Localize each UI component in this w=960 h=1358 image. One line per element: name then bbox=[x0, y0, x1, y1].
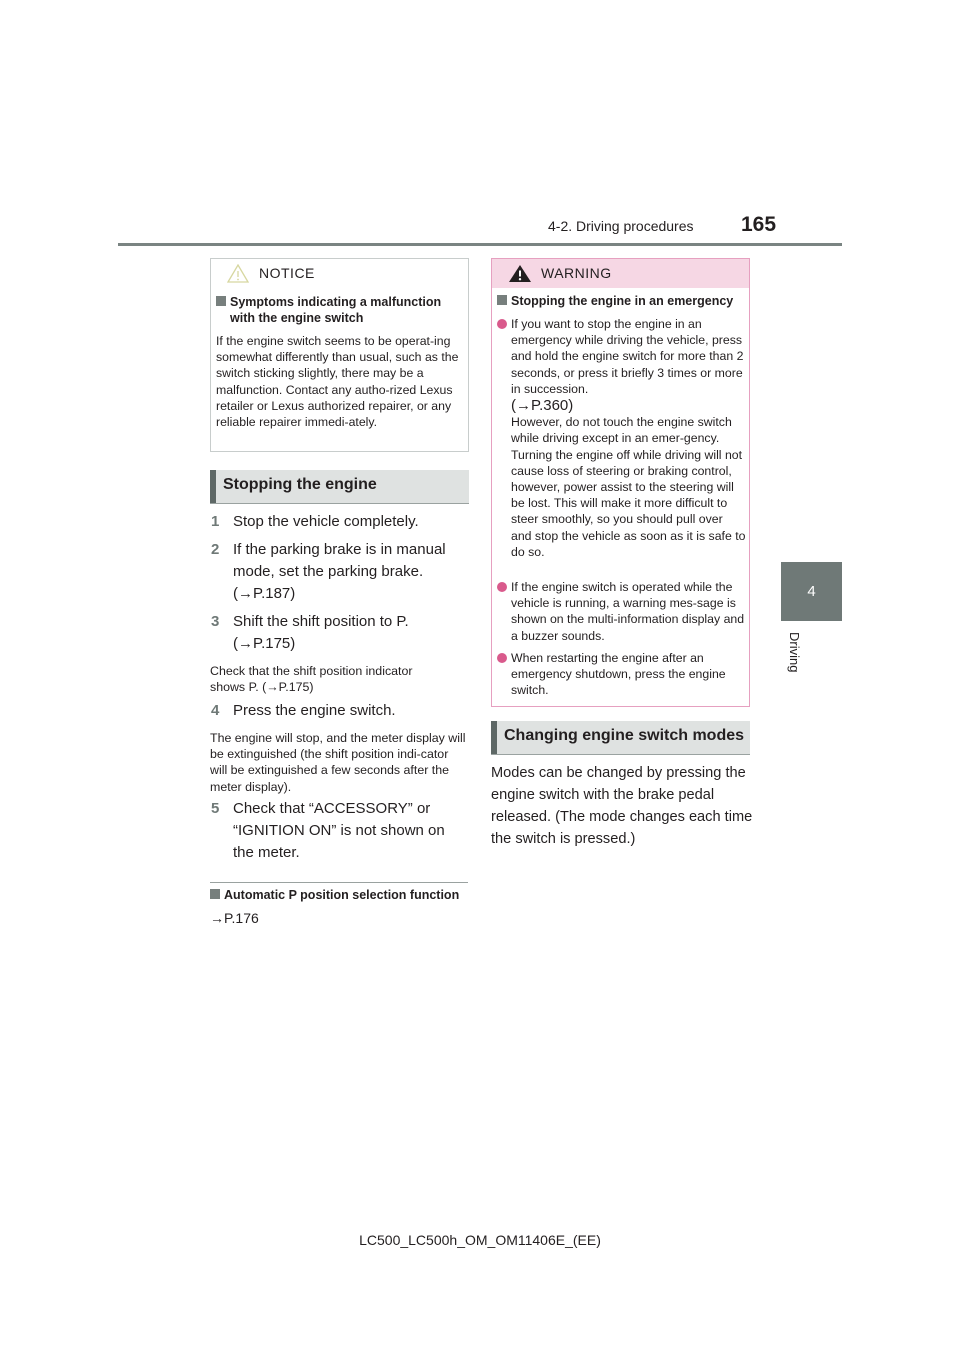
warning-item bbox=[497, 316, 746, 560]
auto-p-heading bbox=[210, 888, 459, 902]
stopping-heading: Stopping the engine bbox=[210, 470, 469, 503]
bullet-dot-icon bbox=[497, 653, 507, 663]
chapter-label bbox=[784, 632, 804, 692]
auto-p-reference: →P.176 bbox=[210, 910, 259, 926]
square-bullet-icon bbox=[210, 889, 220, 899]
heading-underline bbox=[210, 503, 469, 504]
step-number: 1 bbox=[211, 513, 220, 530]
step-text: Check that “ACCESSORY” or “IGNITION ON” is not shown on the meter. bbox=[233, 800, 445, 861]
warning-item bbox=[497, 579, 746, 644]
modes-body: Modes can be changed by pressing the engine switch with the brake pedal released. (The mode changes each time the switch is pressed.) bbox=[491, 765, 753, 847]
warning-item bbox=[497, 650, 746, 699]
square-bullet-icon bbox=[497, 295, 507, 305]
page-number: 165 bbox=[741, 213, 777, 236]
subsection-rule bbox=[210, 882, 468, 883]
bullet-dot-icon bbox=[497, 582, 507, 592]
notice-subheading-text: Symptoms indicating a malfunction with the engine switch bbox=[230, 295, 442, 325]
step-1 bbox=[211, 511, 469, 533]
step-text: Press the engine switch. bbox=[233, 702, 396, 719]
step-3 bbox=[211, 611, 469, 655]
step-text: Stop the vehicle completely. bbox=[233, 513, 419, 530]
chapter-tab: 4 bbox=[781, 562, 842, 621]
warning-header bbox=[492, 259, 749, 288]
warning-subheading-text: Stopping the engine in an emergency bbox=[511, 294, 734, 308]
step-number: 4 bbox=[211, 702, 220, 719]
warning-item-text: If you want to stop the engine in an emergency while driving the vehicle, press and hold the engine switch for more than 2 seconds, or press it briefly 3 times or more in succession. bbox=[511, 317, 744, 396]
modes-heading: Changing engine switch modes bbox=[491, 721, 750, 754]
notice-title: NOTICE bbox=[259, 265, 315, 281]
notice-subheading bbox=[216, 294, 464, 326]
notice-header bbox=[211, 259, 468, 288]
step-2 bbox=[211, 539, 451, 605]
header-rule bbox=[118, 243, 842, 246]
warning-box bbox=[491, 258, 750, 707]
heading-underline bbox=[491, 754, 750, 755]
document-code: LC500_LC500h_OM_OM11406E_(EE) bbox=[359, 1232, 601, 1248]
warning-title: WARNING bbox=[541, 265, 612, 281]
warning-subheading bbox=[497, 293, 745, 309]
page-reference: (→P.175) bbox=[233, 635, 296, 652]
page-reference: (→P.360) bbox=[511, 397, 574, 415]
step-4 bbox=[211, 700, 469, 722]
warning-triangle-icon bbox=[508, 264, 532, 283]
notice-body: If the engine switch seems to be operat-ing somewhat differently than usual, such as the switch sticking slightly, there may be a malfunction. Contact any autho-rized Lexus retailer or Lexus authorized repairer, or any reliable repairer immedi-ately. bbox=[216, 334, 459, 430]
warning-item-text: However, do not touch the engine switch while driving except in an emer-gency. Turning the engine off while driving will not cause loss of steering or braking control, however, power assist to the steering will be lost. This will make it more difficult to steer smoothly, so you should pull over and stop the vehicle as soon as it is safe to do so. bbox=[511, 415, 746, 559]
warning-item-text: If the engine switch is operated while the vehicle is running, a warning mes-sage is shown on the multi-information display and a buzzer sounds. bbox=[511, 580, 745, 643]
chapter-label-text: Driving bbox=[787, 632, 802, 673]
step-number: 3 bbox=[211, 613, 220, 630]
step-text: Shift the shift position to P. bbox=[233, 613, 409, 630]
step-5 bbox=[211, 798, 461, 864]
step-text: If the parking brake is in manual mode, set the parking brake. bbox=[233, 541, 446, 580]
page-reference: (→P.187) bbox=[233, 585, 296, 602]
step-3-note: Check that the shift position indicator shows P. (→P.175) bbox=[210, 664, 413, 695]
step-4-note: The engine will stop, and the meter display will be extinguished (the shift position indi-cator will be extinguished a few seconds after the meter display). bbox=[210, 731, 466, 794]
auto-p-heading-text: Automatic P position selection function bbox=[224, 888, 460, 902]
square-bullet-icon bbox=[216, 296, 226, 306]
caution-triangle-icon bbox=[227, 264, 249, 283]
bullet-dot-icon bbox=[497, 319, 507, 329]
notice-box bbox=[210, 258, 469, 452]
warning-item-text: When restarting the engine after an emergency shutdown, press the engine switch. bbox=[511, 651, 726, 698]
step-number: 5 bbox=[211, 800, 220, 817]
step-number: 2 bbox=[211, 541, 220, 558]
section-title: 4-2. Driving procedures bbox=[548, 218, 694, 234]
